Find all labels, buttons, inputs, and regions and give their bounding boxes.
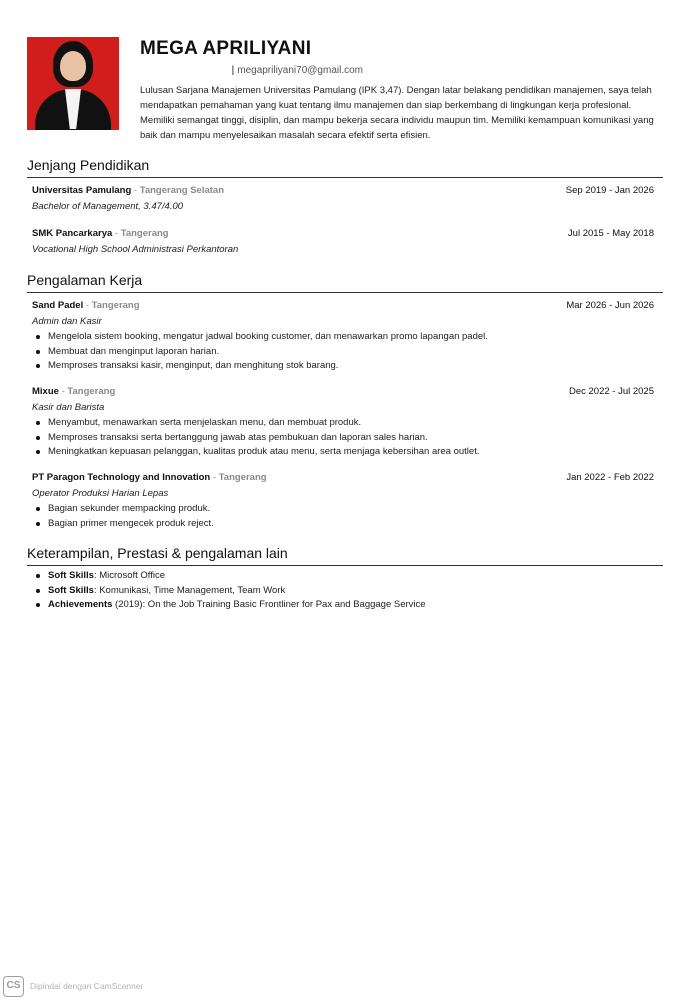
- entry-header: [32, 386, 654, 400]
- entry-date: Jan 2022 - Feb 2022: [566, 472, 654, 483]
- entry-separator: -: [114, 228, 119, 239]
- company-name: Mixue: [32, 386, 59, 397]
- list-item: [32, 584, 654, 599]
- job-role: Operator Produksi Harian Lepas: [32, 488, 169, 499]
- institution-name: SMK Pancarkarya: [32, 228, 113, 239]
- institution-location: Tangerang Selatan: [139, 185, 225, 196]
- email-link[interactable]: megapriliyani70@gmail.com: [237, 65, 363, 76]
- skill-text: : Komunikasi, Time Management, Team Work: [93, 584, 286, 596]
- entry-header: [32, 185, 654, 199]
- profile-summary: Lulusan Sarjana Manajemen Universitas Pamulang (IPK 3,47). Dengan latar belakang pendidikan manajemen, saya telah mendapatkan pemahaman yang kuat tentang ilmu manajemen dan siap berkembang di lingkungan kerja profesional. Memiliki semangat tinggi, disiplin, dan mampu bekerja secara individu maupun tim. Memiliki kemampuan komunikasi yang baik dan mampu menyelesaikan masalah secara efektif serta efisien.: [140, 85, 654, 141]
- list-item: Bagian sekunder mempacking produk.: [32, 502, 654, 517]
- section-title-skills: Keterampilan, Prestasi & pengalaman lain: [27, 545, 663, 566]
- duty-list: [32, 330, 654, 374]
- experience-section: [27, 272, 663, 293]
- entry-separator: -: [61, 386, 65, 397]
- camscanner-logo-icon: CS: [3, 976, 24, 997]
- degree-text: Bachelor of Management, 3.47/4.00: [32, 201, 184, 212]
- list-item: Menyambut, menawarkan serta menjelaskan menu, dan membuat produk.: [32, 416, 654, 431]
- company-location: Tangerang: [91, 300, 140, 311]
- section-title-experience: Pengalaman Kerja: [27, 272, 663, 293]
- duty-list: [32, 416, 654, 460]
- list-item: Mengelola sistem booking, mengatur jadwal booking customer, dan menawarkan promo lapangan padel.: [32, 330, 654, 345]
- entry-separator: -: [133, 185, 138, 196]
- list-item: Meningkatkan kepuasan pelanggan, kualitas produk atau menu, serta menjaga kebersihan area outlet.: [32, 445, 654, 460]
- education-entry: [32, 228, 654, 255]
- list-item: Memproses transaksi kasir, menginput, dan menghitung stok barang.: [32, 359, 654, 374]
- job-role: Kasir dan Barista: [32, 402, 105, 413]
- list-item: Bagian primer mengecek produk reject.: [32, 517, 654, 532]
- institution-location: Tangerang: [120, 228, 169, 239]
- entry-header: [32, 228, 654, 242]
- skills-entry: [32, 569, 654, 613]
- education-section: [27, 157, 663, 178]
- experience-entry: [32, 386, 654, 460]
- degree-text: Vocational High School Administrasi Perkantoran: [32, 244, 239, 255]
- entry-date: Mar 2026 - Jun 2026: [566, 300, 654, 311]
- skill-text: : Microsoft Office: [93, 570, 166, 581]
- skills-section: [27, 545, 663, 566]
- education-entry: [32, 185, 654, 212]
- candidate-name: MEGA APRILIYANI: [140, 38, 312, 59]
- skill-text: (2019): On the Job Training Basic Frontliner for Pax and Baggage Service: [112, 599, 426, 610]
- photo-face-shape: [60, 51, 86, 81]
- scanner-text: Dipindai dengan CamScanner: [30, 981, 144, 991]
- list-item: Memproses transaksi serta bertanggung jawab atas pembukuan dan laporan sales harian.: [32, 431, 654, 446]
- institution-name: Universitas Pamulang: [32, 185, 132, 196]
- skill-label: Soft Skills: [48, 570, 94, 581]
- entry-date: Jul 2015 - May 2018: [567, 228, 654, 239]
- company-name: Sand Padel: [32, 300, 84, 311]
- entry-date: Dec 2022 - Jul 2025: [568, 386, 654, 397]
- entry-header: [32, 300, 654, 314]
- company-location: Tangerang: [67, 386, 116, 397]
- contact-line: [140, 65, 363, 76]
- resume-header: [27, 37, 663, 141]
- company-location: Tangerang: [218, 472, 267, 483]
- list-item: Membuat dan menginput laporan harian.: [32, 345, 654, 360]
- job-role: Admin dan Kasir: [32, 316, 102, 327]
- company-name: PT Paragon Technology and Innovation: [32, 472, 211, 483]
- section-title-education: Jenjang Pendidikan: [27, 157, 663, 178]
- profile-photo: [27, 37, 119, 130]
- duty-list: [32, 502, 654, 531]
- list-item: [32, 598, 654, 613]
- skills-list: [32, 569, 654, 613]
- entry-separator: -: [85, 300, 90, 311]
- experience-entry: [32, 472, 654, 531]
- skill-label: Soft Skills: [48, 584, 94, 596]
- entry-header: [32, 472, 654, 486]
- contact-separator: |: [231, 65, 235, 76]
- list-item: [32, 569, 654, 584]
- experience-entry: [32, 300, 654, 374]
- skill-label: Achievements: [48, 599, 113, 610]
- entry-separator: -: [212, 472, 217, 483]
- entry-date: Sep 2019 - Jan 2026: [565, 185, 654, 196]
